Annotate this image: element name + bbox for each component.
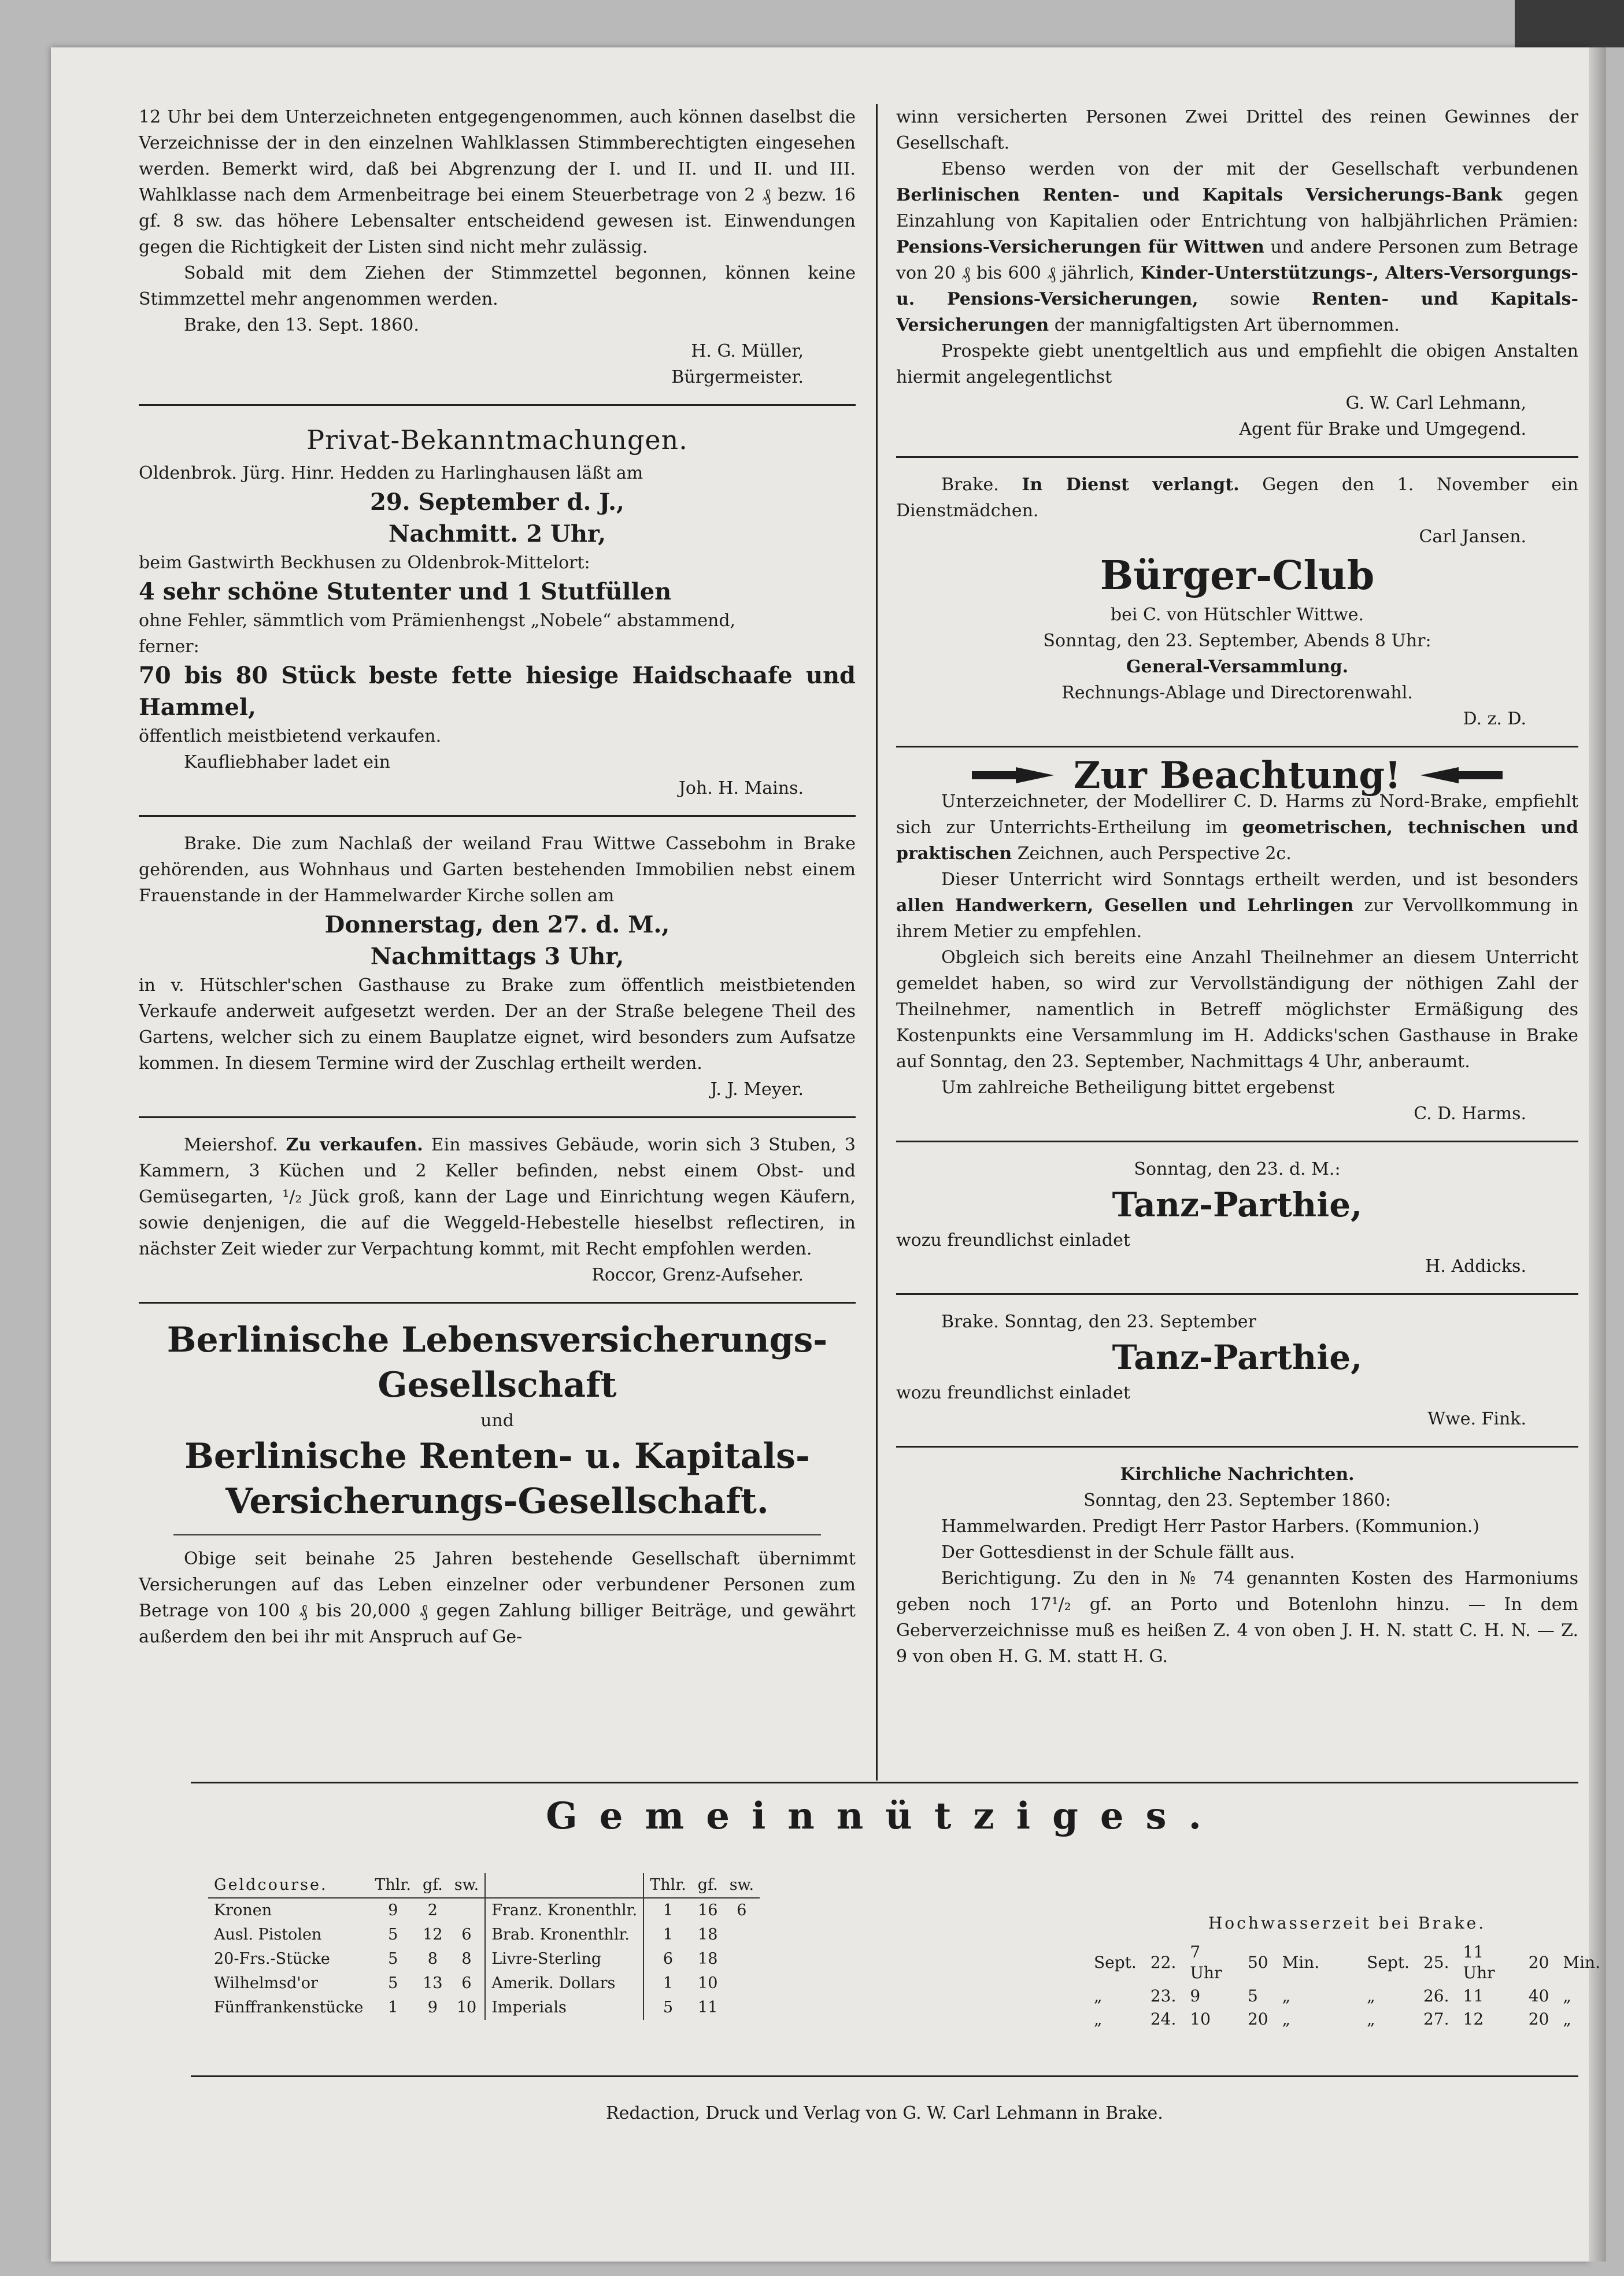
table-cell: 18 (698, 1926, 718, 1944)
club-date: Sonntag, den 23. September, Abends 8 Uhr: (1043, 631, 1431, 651)
club-agenda: Rechnungs-Ablage und Directorenwahl. (1061, 683, 1413, 703)
table-cell: 9 (388, 1901, 398, 1919)
table-cell: 1 (663, 1974, 674, 1992)
scan-background (1515, 0, 1624, 47)
table-cell: 5 (388, 1974, 398, 1992)
prospekte: Prospekte giebt unentgeltlich aus und empfiehlt die obigen Anstalten hiermit angelegentlichst (896, 341, 1578, 387)
table-cell: „ (1367, 2009, 1375, 2029)
col-header: Thlr. (369, 1873, 417, 1898)
col-header: Thlr. (643, 1873, 692, 1898)
meiershof-lead: Meiershof. (184, 1135, 278, 1155)
berlin-bank-text-3: und andere Personen zum Betrage von 20 ₰ bis 600 ₰ jährlich, (896, 237, 1579, 283)
table-cell (724, 1996, 760, 2020)
table-cell: 5 (388, 1950, 398, 1968)
harms-text-2: Zeichnen, auch Perspective 2c. (1017, 843, 1292, 864)
signature-mains: Joh. H. Mains. (678, 778, 804, 798)
col-header: sw. (724, 1873, 760, 1898)
table-cell: 40 (1528, 1986, 1549, 2005)
table-cell: 9 (427, 1999, 438, 2016)
harms-text-4: zur Vervollkommung in ihrem Metier zu empfehlen. (896, 895, 1578, 942)
church-date: Sonntag, den 23. September 1860: (1083, 1490, 1391, 1511)
divider (896, 456, 1578, 458)
footer-divider (191, 2075, 1578, 2077)
table-cell: 1 (388, 1999, 398, 2016)
harms-ad-1 (896, 789, 1578, 867)
harms-ad-2 (896, 867, 1578, 945)
table-cell: Kronen (214, 1901, 272, 1919)
table-cell: 20-Frs.-Stücke (214, 1950, 330, 1968)
oldenbrok-item-1-desc: ohne Fehler, sämmtlich vom Prämienhengst „Nobele“ abstammend, (139, 610, 736, 631)
table-cell: 8 (449, 1947, 485, 1971)
table-cell: „ (1367, 1986, 1375, 2005)
church-school: Der Gottesdienst in der Schule fällt aus. (941, 1542, 1295, 1563)
table-cell: Livre-Sterling (485, 1947, 643, 1971)
pointing-hand-left-icon (1418, 764, 1505, 786)
table-cell: Franz. Kronenthlr. (485, 1898, 643, 1923)
table-row (1087, 1941, 1607, 1985)
table-cell (724, 1971, 760, 1996)
tanz-1-title: Tanz-Parthie, (1112, 1185, 1363, 1224)
table-cell: 12 (1463, 2009, 1484, 2029)
berlin-heading-1: Berlinische Lebensversicherungs-Gesellschaft (167, 1320, 828, 1405)
berlin-bank-name: Berlinischen Renten- und Kapitals Versicherungs-Bank (896, 185, 1503, 205)
table-cell: Fünffrankenstücke (214, 1999, 364, 2016)
table-cell: „ (1094, 2009, 1103, 2029)
table-cell (449, 1898, 485, 1923)
berlin-bank-renten: Renten- und Kapitals-Versicherungen (896, 289, 1578, 335)
oldenbrok-item-1: 4 sehr schöne Stutenter und 1 Stutfüllen (139, 578, 672, 605)
tanz-1-invite: wozu freundlichst einladet (896, 1230, 1130, 1250)
table-cell: „ (1094, 1986, 1103, 2005)
table-row (208, 1947, 760, 1971)
col-header: gf. (417, 1873, 449, 1898)
tanz-2-invite: wozu freundlichst einladet (896, 1382, 1130, 1403)
tanz-1-date: Sonntag, den 23. d. M.: (1134, 1159, 1341, 1179)
divider (173, 1534, 821, 1535)
divider (896, 1293, 1578, 1295)
table-cell: Imperials (485, 1996, 643, 2020)
table-row (208, 1971, 760, 1996)
berlin-bank-text-4: sowie (1230, 289, 1280, 309)
signature-harms: C. D. Harms. (1414, 1103, 1526, 1124)
meiershof-ad (139, 1132, 856, 1262)
table-cell: 16 (698, 1901, 718, 1919)
election-notice-2: Sobald mit dem Ziehen der Stimmzettel begonnen, können keine Stimmzettel mehr angenommen werden. (139, 263, 856, 309)
col-header: gf. (692, 1873, 724, 1898)
table-cell: 24. (1150, 2009, 1177, 2029)
church-service: Hammelwarden. Predigt Herr Pastor Harbers. (Kommunion.) (941, 1516, 1479, 1537)
divider (139, 1302, 856, 1304)
col-header: sw. (449, 1873, 485, 1898)
table-cell: 22. (1150, 1953, 1177, 1972)
berlin-bank (896, 156, 1578, 338)
oldenbrok-ferner: ferner: (139, 636, 199, 657)
table-row (1087, 1985, 1607, 2008)
table-cell: 8 (427, 1950, 438, 1968)
brake-auction: Brake. Die zum Nachlaß der weiland Frau Wittwe Cassebohm in Brake gehörenden, aus Wohnhaus und Garten bestehenden Immobilien nebst einem Frauenstande in der Hammelwarder Kirche sollen am (139, 834, 856, 906)
table-cell: 11 (698, 1999, 718, 2016)
dienst-bold: In Dienst verlangt. (1022, 475, 1240, 495)
pointing-hand-right-icon (970, 764, 1056, 786)
col-header (485, 1873, 643, 1898)
signature-meyer: J. J. Meyer. (710, 1079, 804, 1100)
signature-fink: Wwe. Fink. (1427, 1408, 1526, 1429)
table-cell: Min. (1563, 1953, 1600, 1972)
divider (139, 404, 856, 406)
geldcourse-table (208, 1873, 760, 2020)
table-cell: 5 (663, 1999, 674, 2016)
table-cell: 6 (449, 1971, 485, 1996)
dienst-text: Gegen den 1. November ein Dienstmädchen. (896, 475, 1578, 521)
berlin-bank-text-2: gegen Einzahlung von Kapitalien oder Entrichtung von halbjährlichen Prämien: (896, 185, 1578, 231)
berlin-bank-text-1: Ebenso werden von der mit der Gesellschaft verbundenen (941, 159, 1578, 179)
table-cell: Sept. (1094, 1953, 1137, 1972)
table-cell: 20 (1528, 2009, 1549, 2029)
table-cell: Ausl. Pistolen (214, 1926, 322, 1944)
oldenbrok-date: 29. September d. J., (370, 488, 624, 516)
club-location: bei C. von Hütschler Wittwe. (1110, 605, 1364, 625)
table-cell: 6 (737, 1901, 747, 1919)
table-cell: 20 (1247, 2009, 1268, 2029)
col-header: Geldcourse. (208, 1873, 369, 1898)
brake-auction-date: Donnerstag, den 27. d. M., (324, 911, 670, 938)
table-cell: „ (1282, 1986, 1291, 2005)
table-cell: 7 Uhr (1190, 1942, 1222, 1982)
harms-ad-3: Obgleich sich bereits eine Anzahl Theilnehmer an diesem Unterricht gemeldet haben, so wird zur Vervollständigung der nöthigen Zahl der Theilnehmer, namentlich in Betreff möglichster Ermäßigung des Kostenpunkts eine Versammlung im H. Addicks'schen Gasthause in Brake auf Sonntag, den 23. September, Nachmittags 4 Uhr, anberaumt. (896, 947, 1578, 1072)
column-divider (876, 104, 878, 1781)
table-cell: Sept. (1367, 1953, 1410, 1972)
table-cell: 11 Uhr (1463, 1942, 1495, 1982)
table-header-row (208, 1873, 760, 1898)
table-cell: 9 (1190, 1986, 1201, 2005)
brake-auction-time: Nachmittags 3 Uhr, (370, 943, 624, 970)
meiershof-text: Ein massives Gebäude, worin sich 3 Stuben, 3 Kammern, 3 Küchen und 2 Keller befinden, nebst einem Obst- und Gemüsegarten, ¹/₂ Jück groß, kann der Lage und Einrichtung wegen Käufern, sowie denjenigen, die auf die Weggeld-Hebestelle hieselbst reflectiren, in nächster Zeit wieder zur Verpachtung kommt, mit Recht empfohlen werden. (139, 1135, 856, 1259)
imprint: Redaction, Druck und Verlag von G. W. Carl Lehmann in Brake. (606, 2103, 1163, 2123)
berlin-text: Obige seit beinahe 25 Jahren bestehende Gesellschaft übernimmt Versicherungen auf das Leben einzelner oder verbundener Personen zum Betrage von 100 ₰ bis 20,000 ₰ gegen Zahlung billiger Beiträge, und gewährt außerdem den bei ihr mit Anspruch auf Ge- (139, 1549, 856, 1647)
table-cell: 26. (1423, 1986, 1449, 2005)
tanz-2-date: Brake. Sonntag, den 23. September (941, 1311, 1256, 1332)
berlin-heading-2: Berlinische Renten- u. Kapitals-Versicherungs-Gesellschaft. (184, 1436, 810, 1522)
table-cell: 10 (1190, 2009, 1211, 2029)
right-column (896, 104, 1578, 1670)
table-cell: 6 (663, 1950, 674, 1968)
table-cell: 2 (427, 1901, 438, 1919)
harms-bold-2: allen Handwerkern, Gesellen und Lehrlingen (896, 895, 1354, 916)
table-cell (724, 1923, 760, 1947)
church-heading: Kirchliche Nachrichten. (1120, 1464, 1355, 1485)
hochwasser-table (1087, 1914, 1607, 2031)
table-cell: Wilhelmsd'or (214, 1974, 318, 1992)
table-cell: 23. (1150, 1986, 1177, 2005)
signature-club: D. z. D. (1463, 709, 1526, 729)
divider (139, 1116, 856, 1118)
oldenbrok-close: öffentlich meistbietend verkaufen. (139, 726, 442, 746)
section-divider (191, 1782, 1578, 1783)
berlin-bank-text-5: der mannigfaltigsten Art übernommen. (1054, 315, 1400, 335)
table-cell: 12 (423, 1926, 443, 1944)
left-column (139, 104, 856, 1650)
signature-title: Bürgermeister. (671, 367, 804, 387)
dienst-ad (896, 472, 1578, 524)
dienst-lead: Brake. (941, 475, 999, 495)
oldenbrok-place: beim Gastwirth Beckhusen zu Oldenbrok-Mittelort: (139, 553, 590, 573)
table-cell: „ (1563, 1986, 1571, 2005)
club-assembly: General-Versammlung. (1126, 657, 1349, 677)
oldenbrok-item-2: 70 bis 80 Stück beste fette hiesige Haidschaafe und Hammel, (139, 662, 856, 721)
table-cell: 5 (1247, 1986, 1258, 2005)
brake-auction-text: in v. Hütschler'schen Gasthause zu Brake zum öffentlich meistbietenden Verkaufe anderweit aufgesetzt werden. Der an der Straße belegene Theil des Gartens, welcher sich zu einem Bauplatze eignet, wird besonders zum Aufsatze kommen. In diesem Termine wird der Zuschlag ertheilt werden. (139, 975, 856, 1074)
tanz-2-title: Tanz-Parthie, (1112, 1337, 1363, 1377)
oldenbrok-invite: Kaufliebhaber ladet ein (184, 752, 390, 772)
berlin-continued: winn versicherten Personen Zwei Drittel des reinen Gewinnes der Gesellschaft. (896, 107, 1578, 153)
signature-roccor: Roccor, Grenz-Aufseher. (591, 1265, 804, 1285)
oldenbrok-time: Nachmitt. 2 Uhr, (388, 520, 606, 547)
signature-jansen: Carl Jansen. (1419, 527, 1526, 547)
table-cell: Brab. Kronenthlr. (485, 1923, 643, 1947)
harms-ad-4: Um zahlreiche Betheiligung bittet ergebenst (941, 1077, 1335, 1098)
table-row (208, 1923, 760, 1947)
berlin-bank-pension: Pensions-Versicherungen für Wittwen (896, 237, 1264, 257)
table-cell: 10 (449, 1996, 485, 2020)
table-cell: Min. (1282, 1953, 1320, 1972)
table-cell: 20 (1528, 1953, 1549, 1972)
table-cell (724, 1947, 760, 1971)
beachtung-heading-row (896, 753, 1578, 797)
table-row (208, 1996, 760, 2020)
table-cell: 27. (1423, 2009, 1449, 2029)
signature-agent: Agent für Brake und Umgegend. (1239, 419, 1526, 439)
election-date: Brake, den 13. Sept. 1860. (184, 315, 419, 335)
table-cell: 18 (698, 1950, 718, 1968)
table-row (208, 1898, 760, 1923)
table-cell: 25. (1423, 1953, 1449, 1972)
table-cell: „ (1563, 2009, 1571, 2029)
table-cell: Amerik. Dollars (485, 1971, 643, 1996)
table-cell: 11 (1463, 1986, 1484, 2005)
beachtung-title: Zur Beachtung! (1073, 753, 1401, 797)
divider (896, 1446, 1578, 1448)
table-cell: 10 (698, 1974, 718, 1992)
berichtigung: Berichtigung. Zu den in № 74 genannten Kosten des Harmoniums geben noch 17¹/₂ gf. an Porto und Botenlohn hinzu. — In dem Geberverzeichnisse muß es heißen Z. 4 von oben J. H. N. statt C. H. N. — Z. 9 von oben H. G. M. statt H. G. (896, 1568, 1578, 1667)
signature-mueller: H. G. Müller, (691, 341, 804, 361)
berlin-bank-kinder: Kinder-Unterstützungs-, Alters-Versorgungs- u. Pensions-Versicherungen, (896, 263, 1579, 309)
table-cell: 13 (423, 1974, 443, 1992)
table-cell: 50 (1247, 1953, 1268, 1972)
signature-addicks: H. Addicks. (1425, 1256, 1526, 1276)
table-row (1087, 2008, 1607, 2031)
meiershof-bold: Zu verkaufen. (286, 1135, 423, 1155)
harms-bold-1: geometrischen, technischen und praktischen (896, 817, 1578, 864)
divider (896, 1141, 1578, 1142)
harms-text-1: Unterzeichneter, der Modellirer C. D. Harms zu Nord-Brake, empfiehlt sich zur Unterrichts-Ertheilung im (896, 791, 1578, 838)
divider (896, 746, 1578, 747)
oldenbrok-intro: Oldenbrok. Jürg. Hinr. Hedden zu Harlinghausen läßt am (139, 463, 643, 483)
divider (139, 815, 856, 817)
harms-text-3: Dieser Unterricht wird Sonntags ertheilt werden, und ist besonders (941, 869, 1578, 890)
election-notice: 12 Uhr bei dem Unterzeichneten entgegengenommen, auch können daselbst die Verzeichnisse der in den einzelnen Wahlklassen Stimmberechtigten eingesehen werden. Bemerkt wird, daß bei Abgrenzung der I. und II. und II. und III. Wahlklasse nach dem Armenbeitrage bei einem Steuerbetrage von 2 ₰ bezw. 16 gf. 8 sw. das höhere Lebensalter entscheidend gewesen ist. Einwendungen gegen die Richtigkeit der Listen sind nicht mehr zulässig. (139, 107, 856, 257)
table-cell: 6 (449, 1923, 485, 1947)
gemeinnuetziges-heading: Gemeinnütziges. (546, 1794, 1223, 1838)
section-heading-private: Privat-Bekanntmachungen. (306, 424, 688, 456)
signature-lehmann: G. W. Carl Lehmann, (1345, 393, 1526, 413)
table-cell: 5 (388, 1926, 398, 1944)
hochwasser-heading: Hochwasserzeit bei Brake. (1208, 1914, 1486, 1933)
table-cell: 1 (663, 1901, 674, 1919)
buerger-club-heading: Bürger-Club (1100, 553, 1375, 599)
table-cell: „ (1282, 2009, 1291, 2029)
table-cell: 1 (663, 1926, 674, 1944)
berlin-and: und (480, 1411, 514, 1431)
